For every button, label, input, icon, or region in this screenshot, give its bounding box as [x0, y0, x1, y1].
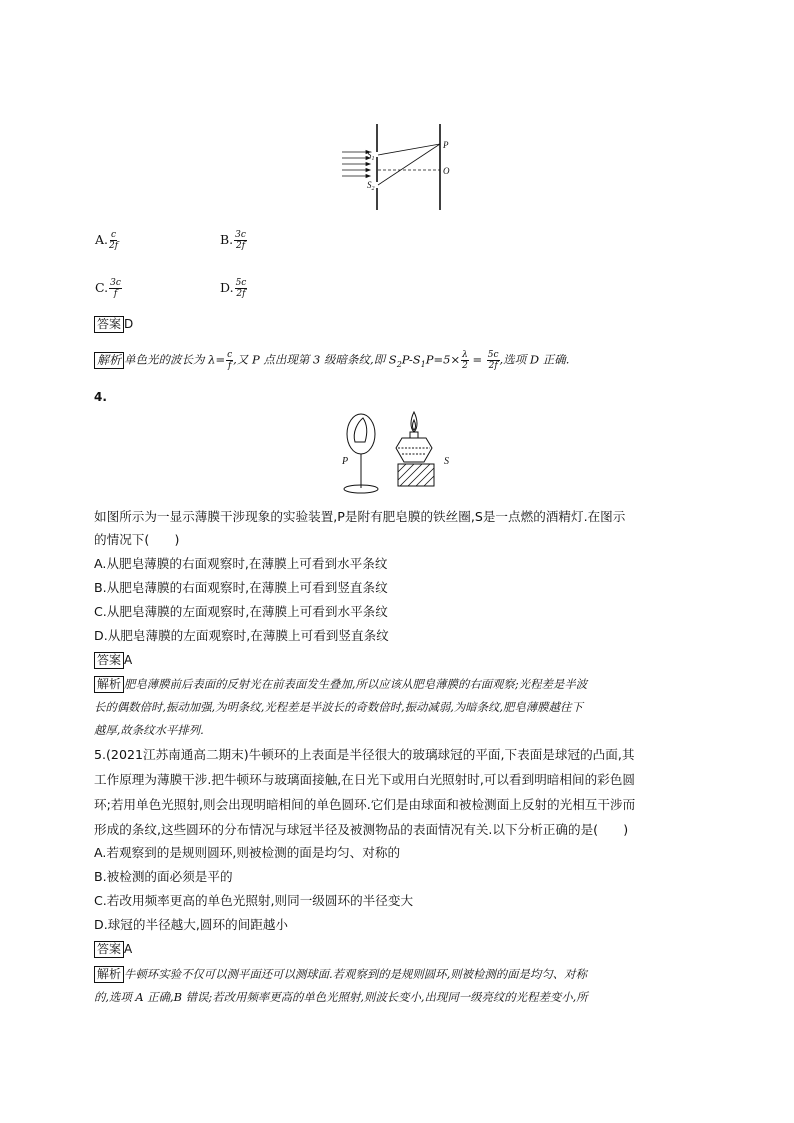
q5-stem-line-3: 环;若用单色光照射,则会出现明暗相间的单色圆环.它们是由球面和被检测面上反射的光相互干涉而: [94, 797, 636, 812]
answer-label: 答案: [94, 941, 124, 958]
label-s2: $S_2$: [367, 180, 375, 192]
analysis-label: 解析: [94, 966, 124, 983]
q5-answer: 答案 A: [94, 941, 132, 958]
q5-analysis-line-1: 解析 牛顿环实验不仅可以测平面还可以测球面.若观察到的是规则圆环,则被检测的面是均匀、对称: [94, 966, 587, 983]
option-d: D. $\frac{5c}{2f}$: [220, 278, 247, 299]
label-p: P: [443, 140, 449, 150]
q5-stem-line-4: 形成的条纹,这些圆环的分布情况与球冠半径及被测物品的表面情况有关.以下分析正确的是( ): [94, 822, 629, 837]
q4-analysis-line-3: 越厚,故条纹水平排列.: [94, 723, 204, 737]
option-a: A. $\frac{c}{2f}$: [95, 230, 119, 251]
label-p: P: [342, 456, 349, 467]
q5-option-b: B.被检测的面必须是平的: [94, 869, 233, 884]
q5-option-c: C.若改用频率更高的单色光照射,则同一级圆环的半径变大: [94, 893, 414, 908]
q4-option-b: B.从肥皂薄膜的右面观察时,在薄膜上可看到竖直条纹: [94, 580, 388, 595]
q5-analysis-line-2: 的,选项 A 正确,B 错误;若改用频率更高的单色光照射,则波长变小,出现同一级亮纹的光程差变小,所: [94, 990, 588, 1004]
answer-label: 答案: [94, 316, 124, 333]
label-o: O: [443, 166, 450, 176]
flame: [411, 412, 417, 432]
q5-stem-line-1: 5.(2021江苏南通高二期末)牛顿环的上表面是半径很大的玻璃球冠的平面,下表面是球冠的凸面,其: [94, 747, 635, 762]
analysis-label: 解析: [94, 352, 124, 369]
q5-option-a: A.若观察到的是规则圆环,则被检测的面是均匀、对称的: [94, 845, 401, 860]
option-b: B. $\frac{3c}{2f}$: [220, 230, 246, 251]
ray-s1-p: [378, 144, 440, 155]
double-slit-figure: [338, 124, 468, 192]
q4-number: 4.: [94, 390, 107, 404]
q4-option-a: A.从肥皂薄膜的右面观察时,在薄膜上可看到水平条纹: [94, 556, 388, 571]
alcohol-lamp: [396, 412, 432, 462]
q3-answer: 答案 D: [94, 316, 133, 333]
label-s1: $S_1$: [367, 150, 375, 162]
q5-stem-line-2: 工作原理为薄膜干涉.把牛顿环与玻璃面接触,在日光下或用白光照射时,可以看到明暗相间的彩色圆: [94, 772, 635, 787]
soap-film-figure: [336, 408, 456, 504]
q4-stem-line-1: 如图所示为一显示薄膜干涉现象的实验装置,P是附有肥皂膜的铁丝圈,S是一点燃的酒精灯.在图示: [94, 509, 626, 524]
q5-option-d: D.球冠的半径越大,圆环的间距越小: [94, 917, 289, 932]
q4-analysis-line-1: 解析 肥皂薄膜前后表面的反射光在前表面发生叠加,所以应该从肥皂薄膜的右面观察;光程差是半波: [94, 676, 587, 693]
label-s: S: [444, 456, 449, 467]
q4-analysis-line-2: 长的偶数倍时,振动加强,为明条纹,光程差是半波长的奇数倍时,振动减弱,为暗条纹,肥皂薄膜越往下: [94, 700, 583, 714]
q4-stem-line-2: 的情况下( ): [94, 532, 180, 547]
q4-answer: 答案 A: [94, 652, 132, 669]
q4-option-c: C.从肥皂薄膜的左面观察时,在薄膜上可看到水平条纹: [94, 604, 388, 619]
q4-option-d: D.从肥皂薄膜的左面观察时,在薄膜上可看到竖直条纹: [94, 628, 389, 643]
analysis-label: 解析: [94, 676, 124, 693]
film-highlight: [354, 418, 367, 442]
ray-s2-p: [378, 144, 440, 185]
answer-label: 答案: [94, 652, 124, 669]
option-c: C. $\frac{3c}{f}$: [95, 278, 121, 299]
incident-light-arrows: [342, 151, 370, 178]
q3-analysis: 解析 单色光的波长为 λ= $\frac{c}{f}$ ,又 P 点出现第 3 级暗条纹,即 $S_2P-S_1P=5\times$ $\frac{\lambda}{2}$ = $\frac{5c}{2f}$ ,选项 D 正确.: [94, 350, 569, 373]
